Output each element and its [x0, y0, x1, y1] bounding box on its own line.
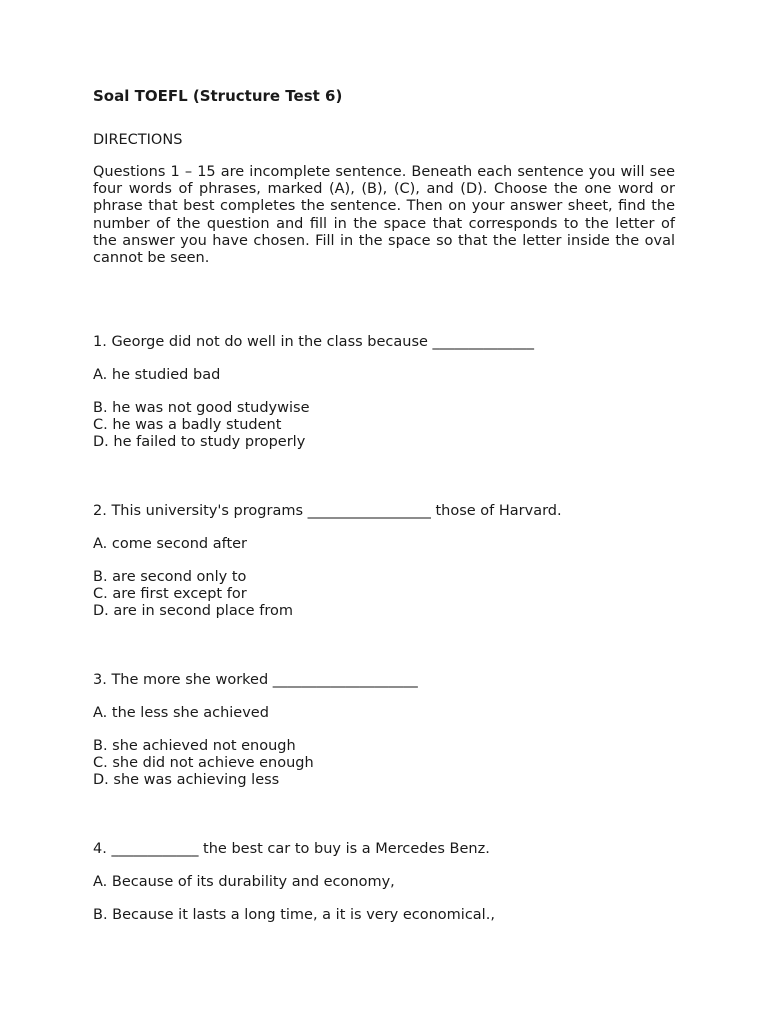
question-stem: 4. ____________ the best car to buy is a Mercedes Benz.	[93, 841, 490, 857]
option-b: B. are second only to	[93, 569, 247, 585]
option-d: D. are in second place from	[93, 603, 293, 619]
document-title: Soal TOEFL (Structure Test 6)	[93, 87, 343, 105]
option-a: A. Because of its durability and economy,	[93, 874, 395, 890]
option-b: B. she achieved not enough	[93, 738, 296, 754]
question-stem: 1. George did not do well in the class because ______________	[93, 334, 535, 350]
question-2	[93, 503, 675, 620]
question-3	[93, 672, 675, 789]
directions-heading: DIRECTIONS	[93, 132, 183, 148]
option-a: A. come second after	[93, 536, 248, 552]
option-c: C. he was a badly student	[93, 417, 282, 433]
directions-text: Questions 1 – 15 are incomplete sentence. Beneath each sentence you will see four words of phrases, marked (A), (B), (C), and (D). Choose the one word or phrase that best completes the sentence. Then on your answer sheet, find the number of the question and fill in the space that corresponds to the letter of the answer you have chosen. Fill in the space so that the letter inside the oval cannot be seen.	[93, 164, 675, 267]
option-b: B. he was not good studywise	[93, 400, 310, 416]
option-a: A. the less she achieved	[93, 705, 269, 721]
option-c: C. are first except for	[93, 586, 247, 602]
question-stem: 2. This university's programs _________________ those of Harvard.	[93, 503, 562, 519]
option-a: A. he studied bad	[93, 367, 221, 383]
option-d: D. he failed to study properly	[93, 434, 306, 450]
question-1	[93, 334, 675, 451]
option-b: B. Because it lasts a long time, a it is very economical.,	[93, 907, 495, 923]
option-d: D. she was achieving less	[93, 772, 280, 788]
question-4	[93, 841, 675, 924]
option-c: C. she did not achieve enough	[93, 755, 314, 771]
question-stem: 3. The more she worked ____________________	[93, 672, 418, 688]
